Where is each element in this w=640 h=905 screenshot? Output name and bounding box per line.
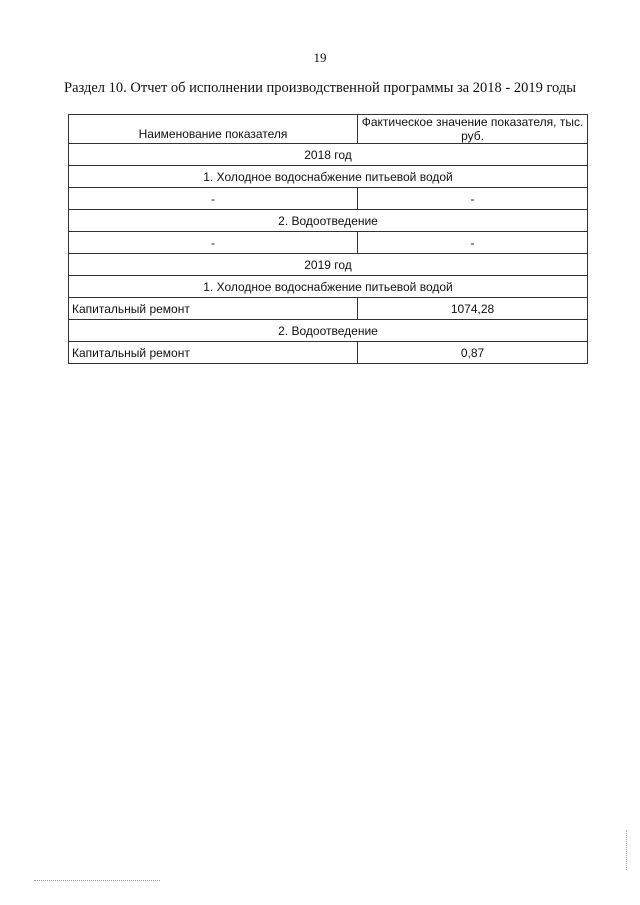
year-2019-label: 2019 год (69, 254, 588, 276)
table-row (69, 188, 588, 210)
footer-scan-mark (34, 880, 160, 881)
year-2018-label: 2018 год (69, 144, 588, 166)
row-2019-sewage-name: Капитальный ремонт (69, 342, 358, 364)
row-2019-sewage-value: 0,87 (358, 342, 588, 364)
row-2018-sewage-name: - (69, 232, 358, 254)
section-2018-sewage-label: 2. Водоотведение (69, 210, 588, 232)
table-header-row (69, 115, 588, 144)
header-name-cell: Наименование показателя (69, 115, 358, 144)
section-2019-sewage-row (69, 320, 588, 342)
year-2018-row (69, 144, 588, 166)
section-2019-cold-water-row (69, 276, 588, 298)
table-row (69, 342, 588, 364)
section-2019-sewage-label: 2. Водоотведение (69, 320, 588, 342)
row-2019-cold-water-name: Капитальный ремонт (69, 298, 358, 320)
section-2018-sewage-row (69, 210, 588, 232)
row-2018-sewage-value: - (358, 232, 588, 254)
side-scan-mark (626, 830, 627, 870)
row-2019-cold-water-value: 1074,28 (358, 298, 588, 320)
row-2018-cold-water-value: - (358, 188, 588, 210)
section-2018-cold-water-label: 1. Холодное водоснабжение питьевой водой (69, 166, 588, 188)
section-title: Раздел 10. Отчет об исполнении производственной программы за 2018 - 2019 годы (64, 80, 576, 96)
table-row (69, 232, 588, 254)
section-2019-cold-water-label: 1. Холодное водоснабжение питьевой водой (69, 276, 588, 298)
table-row (69, 298, 588, 320)
row-2018-cold-water-name: - (69, 188, 358, 210)
year-2019-row (69, 254, 588, 276)
page-number: 19 (313, 50, 327, 65)
report-table (68, 114, 588, 364)
header-value-cell: Фактическое значение показателя, тыс. руб. (358, 115, 588, 144)
section-2018-cold-water-row (69, 166, 588, 188)
